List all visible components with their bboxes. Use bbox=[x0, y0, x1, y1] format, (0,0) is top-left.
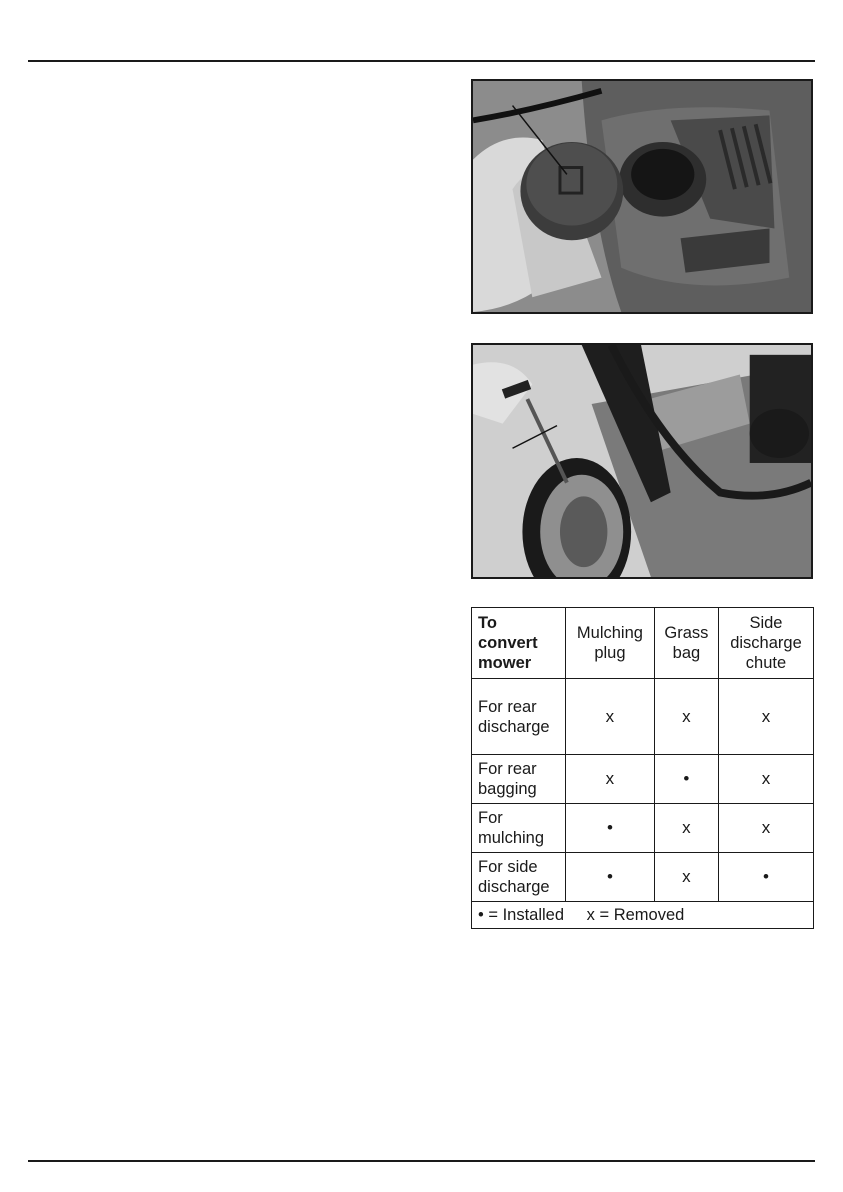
cell-mulching-plug: • bbox=[566, 804, 655, 853]
row-label: For mulching bbox=[472, 804, 566, 853]
header-grass-bag: Grass bag bbox=[654, 608, 718, 679]
cell-mulching-plug: x bbox=[566, 679, 655, 755]
table-legend bbox=[472, 902, 814, 929]
header-mulching-plug: Mulching plug bbox=[566, 608, 655, 679]
row-label: For side discharge bbox=[472, 853, 566, 902]
table-row bbox=[472, 755, 814, 804]
cell-mulching-plug: x bbox=[566, 755, 655, 804]
legend-removed: x = Removed bbox=[586, 906, 685, 924]
conversion-table bbox=[471, 607, 814, 929]
table-row bbox=[472, 804, 814, 853]
legend-installed: • = Installed bbox=[478, 906, 565, 924]
table-row bbox=[472, 679, 814, 755]
table-row bbox=[472, 853, 814, 902]
cell-side-chute: x bbox=[718, 679, 813, 755]
cell-mulching-plug: • bbox=[566, 853, 655, 902]
row-label: For rear discharge bbox=[472, 679, 566, 755]
cell-grass-bag: x bbox=[654, 804, 718, 853]
row-label: For rear bagging bbox=[472, 755, 566, 804]
fuel-cap-photo bbox=[471, 79, 813, 314]
cell-side-chute: x bbox=[718, 804, 813, 853]
height-lever-photo bbox=[471, 343, 813, 579]
cell-side-chute: • bbox=[718, 853, 813, 902]
cell-grass-bag: x bbox=[654, 679, 718, 755]
table-legend-row bbox=[472, 902, 814, 929]
footer-rule bbox=[28, 1160, 815, 1162]
header-side-discharge-chute: Side discharge chute bbox=[718, 608, 813, 679]
cell-grass-bag: • bbox=[654, 755, 718, 804]
header-to-convert-mower: To convert mower bbox=[472, 608, 566, 679]
header-rule bbox=[28, 60, 815, 62]
cell-grass-bag: x bbox=[654, 853, 718, 902]
table-header-row bbox=[472, 608, 814, 679]
cell-side-chute: x bbox=[718, 755, 813, 804]
